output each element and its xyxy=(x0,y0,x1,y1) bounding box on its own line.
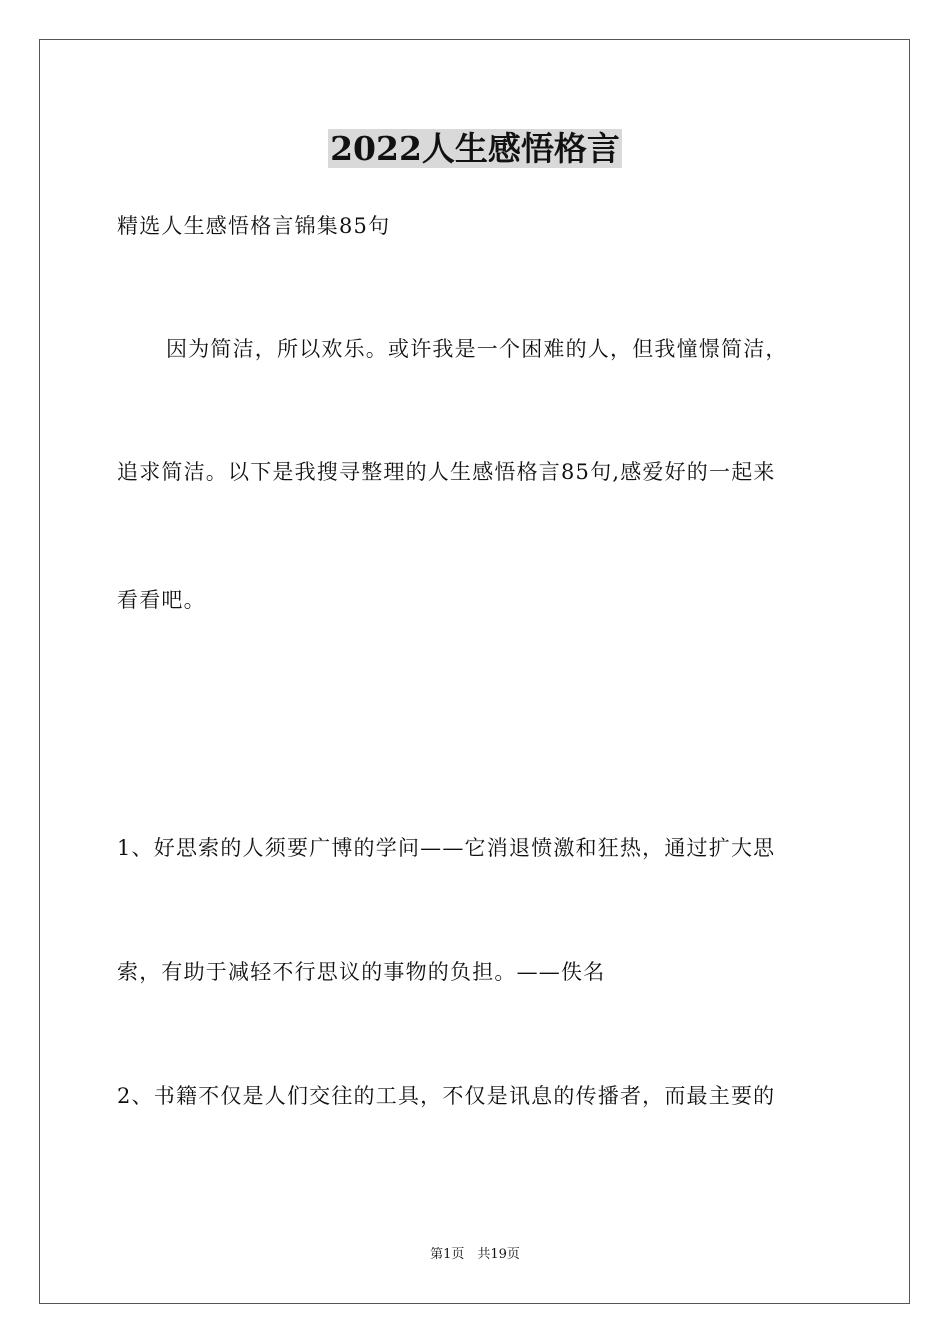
document-subtitle: 精选人生感悟格言锦集85句 xyxy=(117,214,391,238)
intro-line-3: 看看吧。 xyxy=(117,588,206,612)
intro-line-1: 因为简洁，所以欢乐。或许我是一个困难的人，但我憧憬简洁， xyxy=(166,337,788,361)
quote-1-line-2: 索，有助于减轻不行思议的事物的负担。——佚名 xyxy=(117,960,606,984)
document-title-text: 2022人生感悟格言 xyxy=(330,129,620,168)
quote-2-line-1: 2、书籍不仅是人们交往的工具，不仅是讯息的传播者，而最主要的 xyxy=(117,1084,776,1108)
quote-1-line-1: 1、好思索的人须要广博的学问——它消退愤激和狂热，通过扩大思 xyxy=(117,836,776,860)
intro-line-2: 追求简洁。以下是我搜寻整理的人生感悟格言85句,感爱好的一起来 xyxy=(117,460,776,484)
document-title xyxy=(0,128,950,170)
page-footer: 第1页 共19页 xyxy=(430,1247,520,1262)
